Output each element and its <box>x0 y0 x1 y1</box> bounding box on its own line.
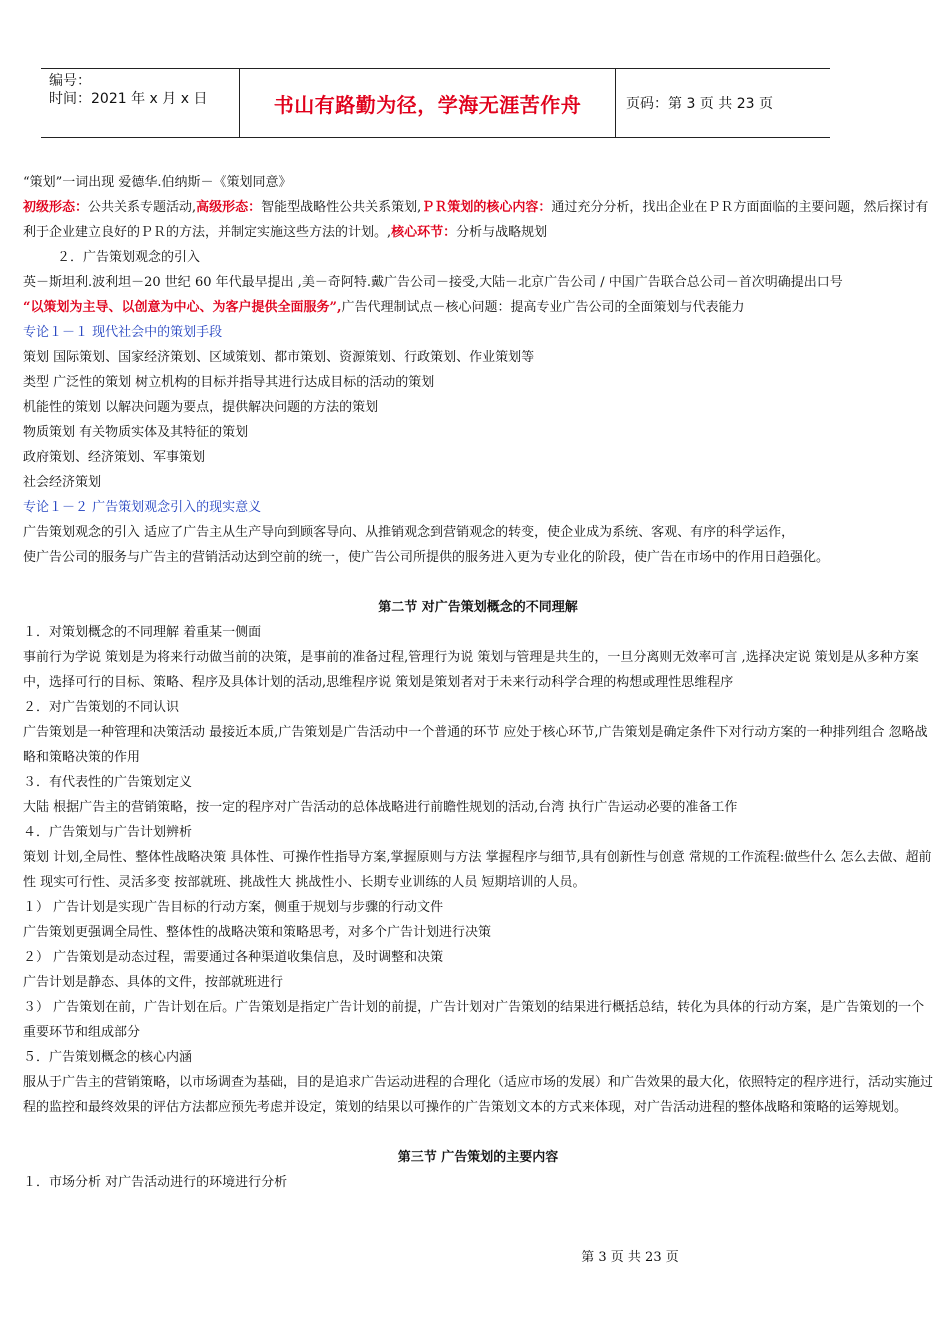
header-page-cell <box>616 69 830 137</box>
header-page-label: 页码：第 3 页 共 23 页 <box>626 96 773 112</box>
footer-page-number: 第 3 页 共 23 页 <box>581 1250 679 1265</box>
text-run: 智能型战略性公共关系策划, <box>261 200 422 215</box>
highlight-term: 高级形态： <box>196 200 262 215</box>
paragraph: 使广告公司的服务与广告主的营销活动达到空前的统一，使广告公司所提供的服务进入更为专业化的阶段，使广告在市场中的作用日趋强化。 <box>23 550 830 565</box>
time-label: 时间：2021 年 x 月 x 日 <box>49 91 208 107</box>
paragraph: 社会经济策划 <box>23 475 102 490</box>
paragraph: 策划 计划,全局性、整体性战略决策 具体性、可操作性指导方案,掌握原则与方法 掌握程序与细节,具有创新性与创意 常规的工作流程:做些什么 怎么去做、超前性 现实可行性、灵活多变 按部就班、挑战性大 挑战性小、长期专业训练的人员 短期培训的人员。 <box>23 850 932 890</box>
highlight-term: 初级形态： <box>23 200 89 215</box>
paragraph: 广告策划观念的引入 适应了广告主从生产导向到顾客导向、从推销观念到营销观念的转变，使企业成为系统、客观、有序的科学运作， <box>23 525 795 540</box>
paragraph: 英－斯坦利.波利坦－20 世纪 60 年代最早提出 ,美－奇阿特.戴广告公司－接受,大陆－北京广告公司 / 中国广告联合总公司－首次明确提出口号 <box>23 275 843 290</box>
numbered-heading: ２．对广告策划的不同认识 <box>23 700 180 715</box>
highlight-term: 核心环节： <box>391 225 457 240</box>
paragraph: 广告策划更强调全局性、整体性的战略决策和策略思考，对多个广告计划进行决策 <box>23 925 492 940</box>
numbered-heading: ２．广告策划观念的引入 <box>57 250 201 265</box>
paragraph: 物质策划 有关物质实体及其特征的策划 <box>23 425 249 440</box>
highlight-term: ＰＲ策划的核心内容： <box>421 200 552 215</box>
topic-heading: 专论１－２ 广告策划观念引入的现实意义 <box>23 500 262 515</box>
paragraph <box>23 295 933 320</box>
header-meta <box>41 69 240 137</box>
paragraph: 广告计划是静态、具体的文件，按部就班进行 <box>23 975 284 990</box>
paragraph: 类型 广泛性的策划 树立机构的目标并指导其进行达成目标的活动的策划 <box>23 375 435 390</box>
numbered-heading: ３．有代表性的广告策划定义 <box>23 775 193 790</box>
section-heading: 第二节 对广告策划概念的不同理解 <box>378 600 578 615</box>
text-run: 广告代理制试点－核心问题：提高专业广告公司的全面策划与代表能力 <box>341 300 745 315</box>
paragraph: 策划 国际策划、国家经济策划、区域策划、都市策划、资源策划、行政策划、作业策划等 <box>23 350 535 365</box>
document-body <box>23 170 933 1195</box>
paragraph: ２） 广告策划是动态过程，需要通过各种渠道收集信息，及时调整和决策 <box>23 950 444 965</box>
paragraph: 政府策划、经济策划、军事策划 <box>23 450 206 465</box>
topic-heading: 专论１－１ 现代社会中的策划手段 <box>23 325 223 340</box>
paragraph: 事前行为学说 策划是为将来行动做当前的决策，是事前的准备过程,管理行为说 策划与管理是共生的，一旦分离则无效率可言 ,选择决定说 策划是从多种方案中，选择可行的目标、策略、程序及具体计划的活动,思维程序说 策划是策划者对于未来行动科学合理的构想或理性思维程序 <box>23 650 919 690</box>
paragraph: ３） 广告策划在前，广告计划在后。广告策划是指定广告计划的前提，广告计划对广告策划的结果进行概括总结，转化为具体的行动方案，是广告策划的一个重要环节和组成部分 <box>23 1000 925 1040</box>
page-header <box>41 68 830 138</box>
numbered-heading: ４．广告策划与广告计划辨析 <box>23 825 193 840</box>
paragraph: 广告策划是一种管理和决策活动 最接近本质,广告策划是广告活动中一个普通的环节 应处于核心环节,广告策划是确定条件下对行动方案的一种排列组合 忽略战略和策略决策的作用 <box>23 725 928 765</box>
section-heading: 第三节 广告策划的主要内容 <box>397 1150 559 1165</box>
text-run: 公共关系专题活动, <box>88 200 197 215</box>
slogan: “以策划为主导、以创意为中心、为客户提供全面服务”, <box>23 300 342 315</box>
page-footer <box>0 1246 950 1265</box>
text-run: 通过充分分析，找出企业在ＰＲ方面面临的主要问题，然后探讨有利于企业建立良好的ＰＲ的方法，并制定实施这些方法的计划。, <box>23 200 929 240</box>
paragraph <box>23 195 933 245</box>
text-run: 分析与战略规划 <box>456 225 548 240</box>
number-label: 编号： <box>49 73 91 89</box>
paragraph: 大陆 根据广告主的营销策略，按一定的程序对广告活动的总体战略进行前瞻性规划的活动,台湾 执行广告运动必要的准备工作 <box>23 800 738 815</box>
numbered-heading: １．市场分析 对广告活动进行的环境进行分析 <box>23 1175 288 1190</box>
numbered-heading: ５．广告策划概念的核心内涵 <box>23 1050 193 1065</box>
paragraph: “策划”一词出现 爱德华.伯纳斯－《策划同意》 <box>23 175 292 190</box>
header-motto: 书山有路勤为径，学海无涯苦作舟 <box>273 92 582 117</box>
paragraph: 机能性的策划 以解决问题为要点，提供解决问题的方法的策划 <box>23 400 379 415</box>
paragraph: 服从于广告主的营销策略，以市场调查为基础，目的是追求广告运动进程的合理化（适应市场的发展）和广告效果的最大化，依照特定的程序进行，活动实施过程的监控和最终效果的评估方法都应预先考虑并设定，策划的结果以可操作的广告策划文本的方式来体现，对广告活动进程的整体战略和策略的运筹规划。 <box>23 1075 934 1115</box>
paragraph: １） 广告计划是实现广告目标的行动方案，侧重于规划与步骤的行动文件 <box>23 900 444 915</box>
numbered-heading: １．对策划概念的不同理解 着重某一侧面 <box>23 625 262 640</box>
header-motto-cell <box>240 69 616 137</box>
